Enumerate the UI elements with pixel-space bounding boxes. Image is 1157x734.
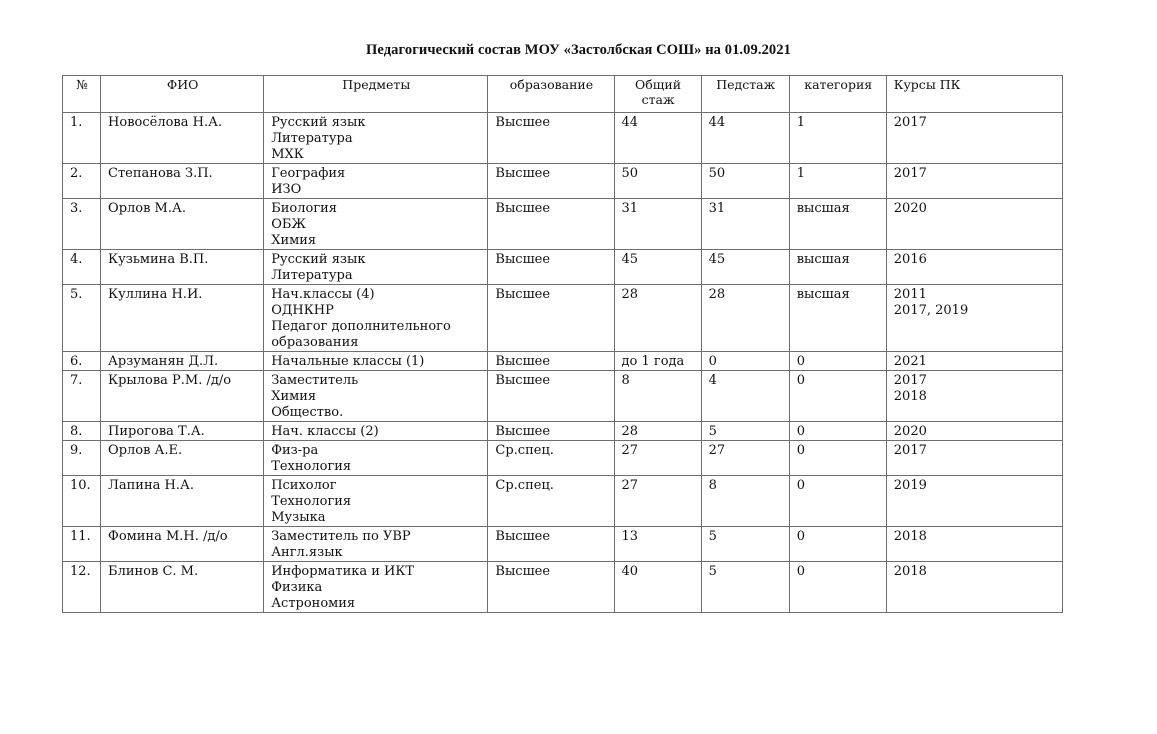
ped-experience-cell: 0 <box>701 352 789 371</box>
document-title: Педагогический состав МОУ «Застолбская СОШ» на 01.09.2021 <box>366 42 791 58</box>
courses-cell: 2017 <box>886 164 1062 199</box>
category-cell: 0 <box>789 441 886 476</box>
table-row <box>63 527 1063 562</box>
courses-cell: 2017 <box>886 441 1062 476</box>
total-experience-cell: 27 <box>614 476 701 527</box>
courses-cell: 2020 <box>886 199 1062 250</box>
teacher-name: Пирогова Т.А. <box>101 422 264 441</box>
category-cell: 0 <box>789 476 886 527</box>
teacher-name: Крылова Р.М. /д/о <box>101 371 264 422</box>
courses-cell: 2017 <box>886 113 1062 164</box>
subjects-cell: Заместитель по УВР Англ.язык <box>264 527 488 562</box>
row-number: 5. <box>63 285 101 352</box>
teacher-name: Орлов М.А. <box>101 199 264 250</box>
ped-experience-cell: 27 <box>701 441 789 476</box>
education-cell: Высшее <box>488 371 614 422</box>
row-number: 1. <box>63 113 101 164</box>
subjects-cell: Биология ОБЖ Химия <box>264 199 488 250</box>
total-experience-cell: 31 <box>614 199 701 250</box>
courses-cell: 2017 2018 <box>886 371 1062 422</box>
teacher-name: Фомина М.Н. /д/о <box>101 527 264 562</box>
total-experience-cell: 27 <box>614 441 701 476</box>
table-row <box>63 422 1063 441</box>
total-experience-cell: 28 <box>614 285 701 352</box>
courses-cell: 2018 <box>886 527 1062 562</box>
ped-experience-cell: 45 <box>701 250 789 285</box>
total-experience-cell: 44 <box>614 113 701 164</box>
table-row <box>63 352 1063 371</box>
subjects-cell: Нач.классы (4) ОДНКНР Педагог дополнительного образования <box>264 285 488 352</box>
ped-experience-cell: 5 <box>701 562 789 613</box>
education-cell: Высшее <box>488 422 614 441</box>
category-cell: 0 <box>789 422 886 441</box>
education-cell: Высшее <box>488 250 614 285</box>
table-row <box>63 199 1063 250</box>
subjects-cell: Русский язык Литература МХК <box>264 113 488 164</box>
courses-cell: 2011 2017, 2019 <box>886 285 1062 352</box>
courses-cell: 2020 <box>886 422 1062 441</box>
education-cell: Высшее <box>488 113 614 164</box>
row-number: 3. <box>63 199 101 250</box>
header-name: ФИО <box>101 76 264 113</box>
teacher-name: Кузьмина В.П. <box>101 250 264 285</box>
courses-cell: 2016 <box>886 250 1062 285</box>
total-experience-cell: 40 <box>614 562 701 613</box>
header-subjects: Предметы <box>264 76 488 113</box>
table-row <box>63 285 1063 352</box>
education-cell: Высшее <box>488 562 614 613</box>
category-cell: высшая <box>789 285 886 352</box>
subjects-cell: Информатика и ИКТ Физика Астрономия <box>264 562 488 613</box>
category-cell: 0 <box>789 562 886 613</box>
category-cell: 0 <box>789 371 886 422</box>
row-number: 4. <box>63 250 101 285</box>
header-courses: Курсы ПК <box>886 76 1062 113</box>
teacher-name: Новосёлова Н.А. <box>101 113 264 164</box>
ped-experience-cell: 31 <box>701 199 789 250</box>
staff-table <box>62 75 1063 613</box>
teacher-name: Лапина Н.А. <box>101 476 264 527</box>
courses-cell: 2021 <box>886 352 1062 371</box>
table-row <box>63 441 1063 476</box>
row-number: 2. <box>63 164 101 199</box>
courses-cell: 2018 <box>886 562 1062 613</box>
subjects-cell: Начальные классы (1) <box>264 352 488 371</box>
teacher-name: Куллина Н.И. <box>101 285 264 352</box>
subjects-cell: Заместитель Химия Общество. <box>264 371 488 422</box>
courses-cell: 2019 <box>886 476 1062 527</box>
education-cell: Ср.спец. <box>488 476 614 527</box>
total-experience-cell: 13 <box>614 527 701 562</box>
table-row <box>63 250 1063 285</box>
teacher-name: Блинов С. М. <box>101 562 264 613</box>
header-education: образование <box>488 76 614 113</box>
table-row <box>63 164 1063 199</box>
header-total-experience: Общий стаж <box>614 76 701 113</box>
table-row <box>63 371 1063 422</box>
category-cell: 1 <box>789 113 886 164</box>
total-experience-cell: 50 <box>614 164 701 199</box>
row-number: 8. <box>63 422 101 441</box>
subjects-cell: Русский язык Литература <box>264 250 488 285</box>
total-experience-cell: 28 <box>614 422 701 441</box>
table-header-row <box>63 76 1063 113</box>
category-cell: 0 <box>789 527 886 562</box>
row-number: 11. <box>63 527 101 562</box>
category-cell: 1 <box>789 164 886 199</box>
ped-experience-cell: 5 <box>701 527 789 562</box>
teacher-name: Арзуманян Д.Л. <box>101 352 264 371</box>
subjects-cell: География ИЗО <box>264 164 488 199</box>
total-experience-cell: до 1 года <box>614 352 701 371</box>
ped-experience-cell: 8 <box>701 476 789 527</box>
ped-experience-cell: 5 <box>701 422 789 441</box>
header-category: категория <box>789 76 886 113</box>
row-number: 9. <box>63 441 101 476</box>
subjects-cell: Физ-ра Технология <box>264 441 488 476</box>
category-cell: высшая <box>789 199 886 250</box>
total-experience-cell: 45 <box>614 250 701 285</box>
total-experience-cell: 8 <box>614 371 701 422</box>
category-cell: 0 <box>789 352 886 371</box>
row-number: 7. <box>63 371 101 422</box>
table-row <box>63 113 1063 164</box>
header-num: № <box>63 76 101 113</box>
row-number: 12. <box>63 562 101 613</box>
education-cell: Высшее <box>488 164 614 199</box>
education-cell: Высшее <box>488 199 614 250</box>
ped-experience-cell: 44 <box>701 113 789 164</box>
education-cell: Высшее <box>488 527 614 562</box>
table-row <box>63 476 1063 527</box>
ped-experience-cell: 4 <box>701 371 789 422</box>
table-body <box>63 113 1063 613</box>
education-cell: Высшее <box>488 352 614 371</box>
education-cell: Высшее <box>488 285 614 352</box>
row-number: 6. <box>63 352 101 371</box>
ped-experience-cell: 50 <box>701 164 789 199</box>
row-number: 10. <box>63 476 101 527</box>
teacher-name: Степанова З.П. <box>101 164 264 199</box>
subjects-cell: Нач. классы (2) <box>264 422 488 441</box>
education-cell: Ср.спец. <box>488 441 614 476</box>
header-ped-experience: Педстаж <box>701 76 789 113</box>
table-row <box>63 562 1063 613</box>
category-cell: высшая <box>789 250 886 285</box>
teacher-name: Орлов А.Е. <box>101 441 264 476</box>
subjects-cell: Психолог Технология Музыка <box>264 476 488 527</box>
ped-experience-cell: 28 <box>701 285 789 352</box>
